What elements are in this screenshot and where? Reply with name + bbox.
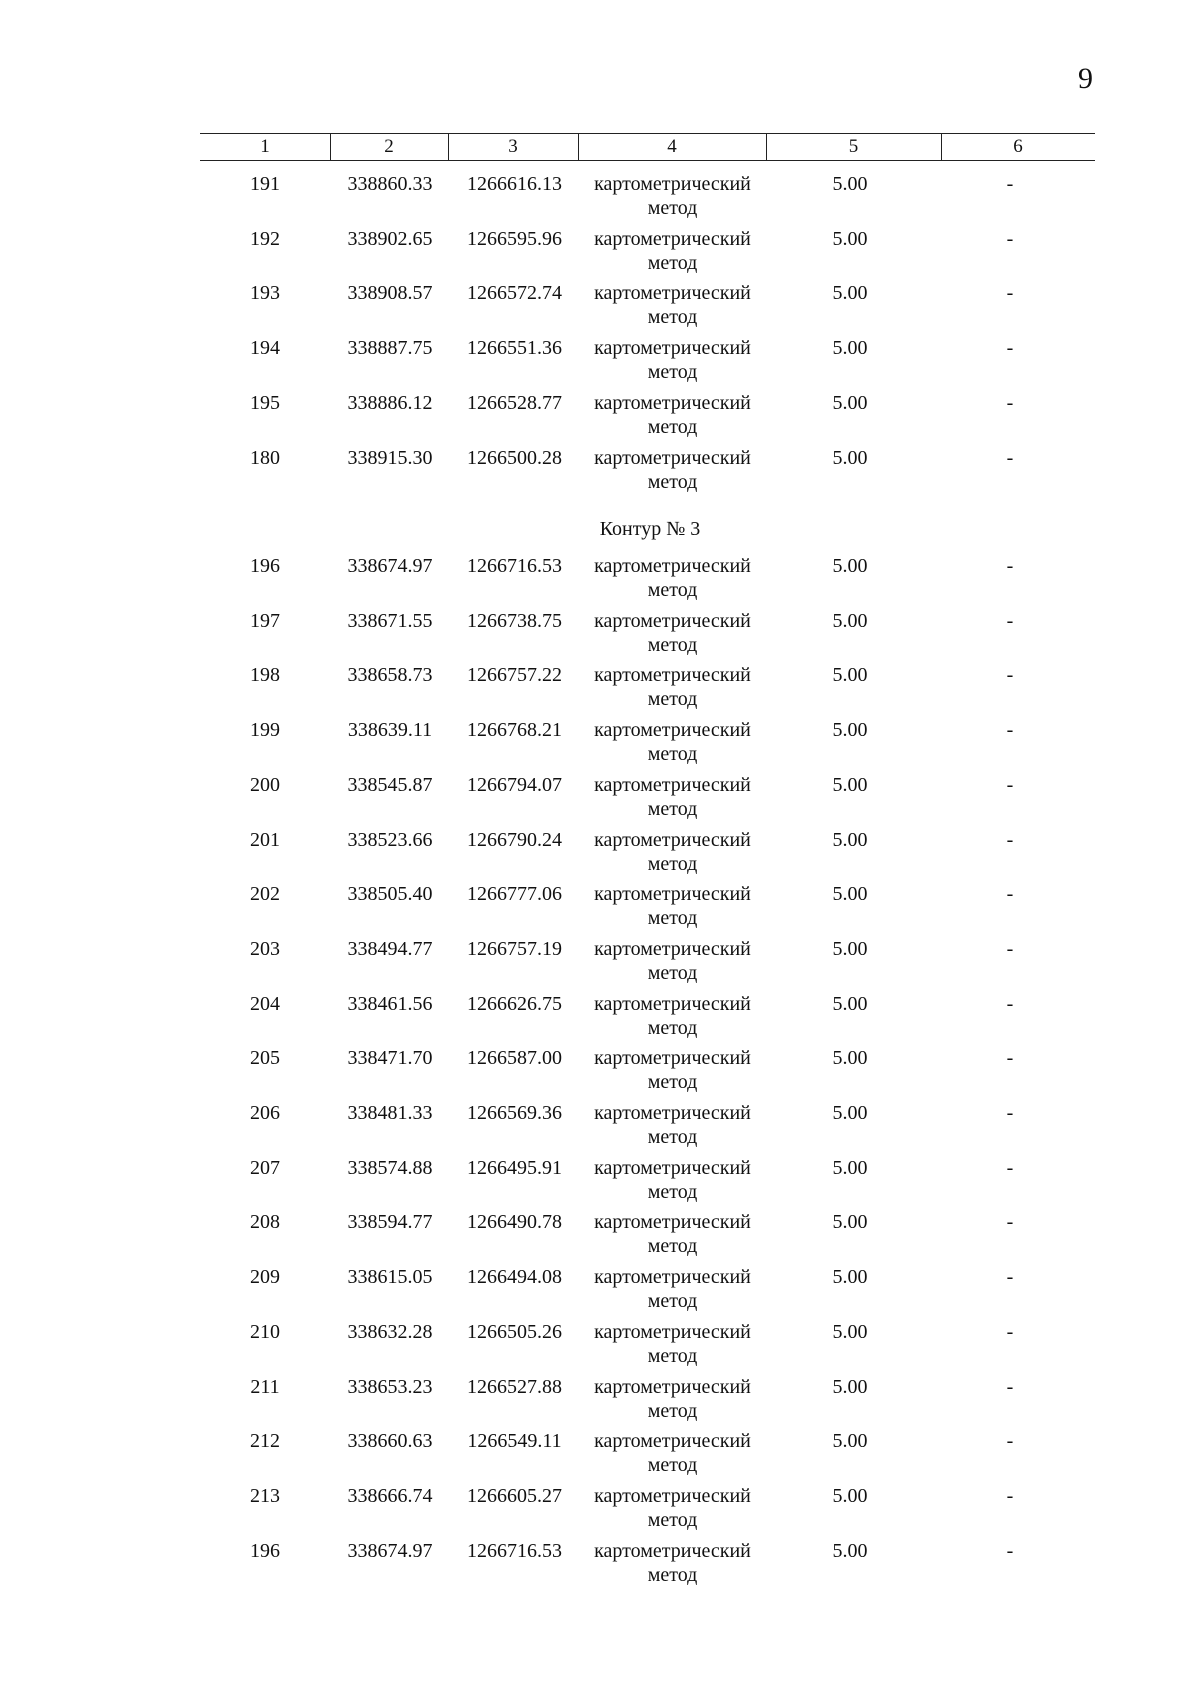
coordinate-x: 338887.75 (347, 337, 433, 360)
accuracy-value: 5.00 (832, 773, 868, 796)
method-cell (580, 1429, 765, 1477)
point-number: 202 (250, 883, 280, 906)
description-value: - (1006, 173, 1014, 195)
accuracy-value: 5.00 (832, 883, 868, 906)
point-number: 207 (250, 1156, 280, 1179)
method-cell (580, 391, 765, 439)
method-line-2: метод (647, 197, 698, 219)
description-value: - (1006, 1211, 1014, 1234)
coordinate-y: 1266551.36 (467, 337, 562, 360)
method-line-1: картометрический (594, 937, 751, 960)
description-value: - (1006, 1375, 1014, 1398)
accuracy-value: 5.00 (832, 446, 868, 469)
table-row (0, 1156, 1200, 1206)
coordinate-y: 1266790.24 (467, 828, 562, 851)
accuracy-value: 5.00 (832, 1211, 868, 1234)
accuracy-value: 5.00 (832, 1156, 868, 1179)
method-cell (580, 882, 765, 930)
accuracy-value: 5.00 (832, 1375, 868, 1398)
point-number: 191 (250, 173, 280, 195)
accuracy-value: 5.00 (832, 173, 868, 195)
accuracy-value: 5.00 (832, 1484, 868, 1507)
method-cell (580, 446, 765, 494)
point-number: 196 (250, 555, 280, 577)
method-line-1: картометрический (594, 1102, 751, 1124)
point-number: 208 (250, 1211, 280, 1234)
description-value: - (1006, 1539, 1014, 1562)
coordinate-y: 1266757.19 (467, 937, 562, 960)
method-line-2: метод (647, 1071, 698, 1094)
method-line-2: метод (647, 415, 698, 438)
point-number: 200 (250, 773, 280, 796)
table-row (0, 828, 1200, 878)
accuracy-value: 5.00 (832, 1102, 868, 1124)
point-number: 205 (250, 1047, 280, 1070)
method-line-1: картометрический (594, 664, 751, 687)
coordinate-y: 1266490.78 (467, 1211, 562, 1234)
accuracy-value: 5.00 (832, 1539, 868, 1562)
method-line-2: метод (647, 1180, 698, 1203)
method-line-2: метод (647, 306, 698, 329)
table-row (0, 1210, 1200, 1260)
description-value: - (1006, 337, 1014, 360)
coordinate-x: 338471.70 (347, 1047, 433, 1070)
point-number: 204 (250, 992, 280, 1015)
coordinate-y: 1266595.96 (467, 227, 562, 250)
description-value: - (1006, 1156, 1014, 1179)
method-line-2: метод (647, 633, 698, 656)
header-col-3: 3 (508, 136, 518, 157)
method-line-1: картометрический (594, 1156, 751, 1179)
point-number: 213 (250, 1484, 280, 1507)
section-title: Контур № 3 (599, 518, 701, 540)
table-row (0, 773, 1200, 823)
coordinate-x: 338461.56 (347, 992, 433, 1015)
method-line-1: картометрический (594, 1211, 751, 1234)
method-line-1: картометрический (594, 1320, 751, 1343)
point-number: 194 (250, 337, 280, 360)
table-header (200, 133, 1095, 161)
coordinate-y: 1266605.27 (467, 1484, 562, 1507)
coordinate-x: 338481.33 (347, 1102, 433, 1124)
table-row (0, 663, 1200, 713)
method-line-1: картометрический (594, 227, 751, 250)
coordinate-y: 1266587.00 (467, 1047, 562, 1070)
point-number: 196 (250, 1539, 280, 1562)
coordinate-x: 338915.30 (347, 446, 433, 469)
table-row (0, 1046, 1200, 1096)
accuracy-value: 5.00 (832, 282, 868, 305)
coordinate-y: 1266616.13 (467, 173, 562, 195)
description-value: - (1006, 883, 1014, 906)
method-cell (580, 336, 765, 384)
coordinate-y: 1266528.77 (467, 391, 562, 414)
method-line-1: картометрический (594, 1430, 751, 1453)
coordinate-y: 1266572.74 (467, 282, 562, 305)
method-line-2: метод (647, 743, 698, 766)
method-cell (580, 1484, 765, 1532)
coordinate-x: 338653.23 (347, 1375, 433, 1398)
method-line-2: метод (647, 579, 698, 601)
method-line-1: картометрический (594, 1047, 751, 1070)
method-line-1: картометрический (594, 282, 751, 305)
coordinate-x: 338660.63 (347, 1430, 433, 1453)
method-cell (580, 663, 765, 711)
table-row (0, 1101, 1200, 1151)
method-line-2: метод (647, 907, 698, 930)
description-value: - (1006, 1484, 1014, 1507)
method-line-1: картометрический (594, 828, 751, 851)
coordinate-x: 338632.28 (347, 1320, 433, 1343)
coordinate-x: 338545.87 (347, 773, 433, 796)
method-cell (580, 1156, 765, 1204)
table-row (0, 336, 1200, 386)
method-line-2: метод (647, 361, 698, 384)
table-row (0, 1429, 1200, 1479)
coordinate-y: 1266505.26 (467, 1320, 562, 1343)
method-line-1: картометрический (594, 609, 751, 632)
table-row (0, 554, 1200, 604)
method-cell (580, 1320, 765, 1368)
coordinate-y: 1266738.75 (467, 609, 562, 632)
coordinate-x: 338594.77 (347, 1211, 433, 1234)
method-line-1: картометрический (594, 446, 751, 469)
accuracy-value: 5.00 (832, 937, 868, 960)
accuracy-value: 5.00 (832, 1430, 868, 1453)
method-cell (580, 227, 765, 275)
point-number: 192 (250, 227, 280, 250)
method-line-1: картометрический (594, 883, 751, 906)
table-row (0, 718, 1200, 768)
method-cell (580, 1375, 765, 1423)
coordinate-x: 338658.73 (347, 664, 433, 687)
point-number: 209 (250, 1266, 280, 1289)
header-col-4: 4 (667, 136, 677, 157)
method-line-1: картометрический (594, 337, 751, 360)
method-line-2: метод (647, 688, 698, 711)
description-value: - (1006, 1047, 1014, 1070)
accuracy-value: 5.00 (832, 992, 868, 1015)
method-cell (580, 172, 765, 220)
method-line-2: метод (647, 1563, 698, 1586)
method-line-1: картометрический (594, 1266, 751, 1289)
description-value: - (1006, 992, 1014, 1015)
method-cell (580, 1265, 765, 1313)
coordinate-x: 338674.97 (347, 1539, 433, 1562)
header-col-5: 5 (848, 136, 859, 157)
accuracy-value: 5.00 (832, 719, 868, 742)
method-cell (580, 828, 765, 876)
method-line-2: метод (647, 797, 698, 820)
description-value: - (1006, 446, 1014, 469)
method-line-1: картометрический (594, 992, 751, 1015)
method-line-2: метод (647, 1454, 698, 1477)
table-row (0, 1320, 1200, 1370)
point-number: 210 (250, 1320, 280, 1343)
table-row (0, 391, 1200, 441)
coordinate-y: 1266494.08 (467, 1266, 562, 1289)
coordinate-y: 1266777.06 (467, 883, 562, 906)
coordinate-y: 1266716.53 (467, 1539, 562, 1562)
point-number: 212 (250, 1430, 280, 1453)
coordinate-x: 338674.97 (347, 555, 433, 577)
table-row (0, 1539, 1200, 1589)
method-line-2: метод (647, 961, 698, 984)
description-value: - (1006, 937, 1014, 960)
coordinate-y: 1266549.11 (467, 1430, 562, 1453)
table-row (0, 609, 1200, 659)
method-line-2: метод (647, 1235, 698, 1258)
method-cell (580, 554, 765, 602)
page-number: 9 (1078, 62, 1093, 95)
coordinate-y: 1266495.91 (467, 1156, 562, 1179)
coordinate-x: 338902.65 (347, 227, 433, 250)
header-col-6: 6 (1013, 136, 1023, 157)
description-value: - (1006, 1320, 1014, 1343)
point-number: 195 (250, 391, 280, 414)
description-value: - (1006, 1266, 1014, 1289)
method-line-2: метод (647, 1290, 698, 1313)
method-cell (580, 718, 765, 766)
point-number: 180 (250, 446, 280, 469)
method-cell (580, 1101, 765, 1149)
description-value: - (1006, 828, 1014, 851)
method-line-2: метод (647, 251, 698, 274)
table-row (0, 992, 1200, 1042)
accuracy-value: 5.00 (832, 609, 868, 632)
method-line-1: картометрический (594, 555, 751, 577)
description-value: - (1006, 664, 1014, 687)
coordinate-x: 338639.11 (347, 719, 433, 742)
coordinate-x: 338494.77 (347, 937, 433, 960)
coordinate-x: 338505.40 (347, 883, 433, 906)
table-row (0, 281, 1200, 331)
method-line-1: картометрический (594, 1484, 751, 1507)
description-value: - (1006, 1430, 1014, 1453)
point-number: 199 (250, 719, 280, 742)
point-number: 201 (250, 828, 280, 851)
description-value: - (1006, 719, 1014, 742)
coordinate-y: 1266500.28 (467, 446, 562, 469)
point-number: 203 (250, 937, 280, 960)
method-line-1: картометрический (594, 773, 751, 796)
description-value: - (1006, 391, 1014, 414)
table-row (0, 1375, 1200, 1425)
accuracy-value: 5.00 (832, 828, 868, 851)
method-cell (580, 1210, 765, 1258)
table-row (0, 937, 1200, 987)
description-value: - (1006, 227, 1014, 250)
description-value: - (1006, 282, 1014, 305)
point-number: 211 (250, 1375, 280, 1398)
coordinate-x: 338886.12 (347, 391, 433, 414)
header-col-2: 2 (384, 136, 394, 157)
coordinate-x: 338671.55 (347, 609, 433, 632)
method-cell (580, 992, 765, 1040)
description-value: - (1006, 773, 1014, 796)
table-row (0, 227, 1200, 277)
method-line-2: метод (647, 852, 698, 875)
description-value: - (1006, 1102, 1014, 1124)
coordinate-x: 338860.33 (347, 173, 433, 195)
coordinate-x: 338908.57 (347, 282, 433, 305)
method-cell (580, 773, 765, 821)
point-number: 198 (250, 664, 280, 687)
method-line-2: метод (647, 470, 698, 493)
point-number: 206 (250, 1102, 280, 1124)
method-line-1: картометрический (594, 1375, 751, 1398)
method-cell (580, 1046, 765, 1094)
accuracy-value: 5.00 (832, 1266, 868, 1289)
accuracy-value: 5.00 (832, 1047, 868, 1070)
table-row (0, 1265, 1200, 1315)
method-line-2: метод (647, 1126, 698, 1148)
method-line-1: картометрический (594, 1539, 751, 1562)
description-value: - (1006, 555, 1014, 577)
method-line-2: метод (647, 1344, 698, 1367)
coordinate-x: 338574.88 (347, 1156, 433, 1179)
method-cell (580, 281, 765, 329)
coordinate-x: 338615.05 (347, 1266, 433, 1289)
coordinate-y: 1266757.22 (467, 664, 562, 687)
method-line-1: картометрический (594, 173, 751, 195)
coordinate-y: 1266527.88 (467, 1375, 562, 1398)
accuracy-value: 5.00 (832, 337, 868, 360)
coordinate-y: 1266768.21 (467, 719, 562, 742)
method-line-2: метод (647, 1399, 698, 1422)
coordinate-x: 338523.66 (347, 828, 433, 851)
accuracy-value: 5.00 (832, 664, 868, 687)
description-value: - (1006, 609, 1014, 632)
coordinate-y: 1266794.07 (467, 773, 562, 796)
table-row (0, 446, 1200, 496)
coordinate-x: 338666.74 (347, 1484, 433, 1507)
coordinate-y: 1266569.36 (467, 1102, 562, 1124)
method-cell (580, 1539, 765, 1587)
point-number: 197 (250, 609, 280, 632)
coordinate-y: 1266716.53 (467, 555, 562, 577)
table-row (0, 882, 1200, 932)
accuracy-value: 5.00 (832, 555, 868, 577)
method-cell (580, 937, 765, 985)
method-line-1: картометрический (594, 391, 751, 414)
coordinate-y: 1266626.75 (467, 992, 562, 1015)
accuracy-value: 5.00 (832, 1320, 868, 1343)
method-line-2: метод (647, 1016, 698, 1039)
method-line-2: метод (647, 1508, 698, 1531)
method-cell (580, 609, 765, 657)
accuracy-value: 5.00 (832, 391, 868, 414)
point-number: 193 (250, 282, 280, 305)
table-row (0, 1484, 1200, 1534)
accuracy-value: 5.00 (832, 227, 868, 250)
table-row (0, 172, 1200, 222)
header-col-1: 1 (260, 136, 270, 157)
method-line-1: картометрический (594, 719, 751, 742)
